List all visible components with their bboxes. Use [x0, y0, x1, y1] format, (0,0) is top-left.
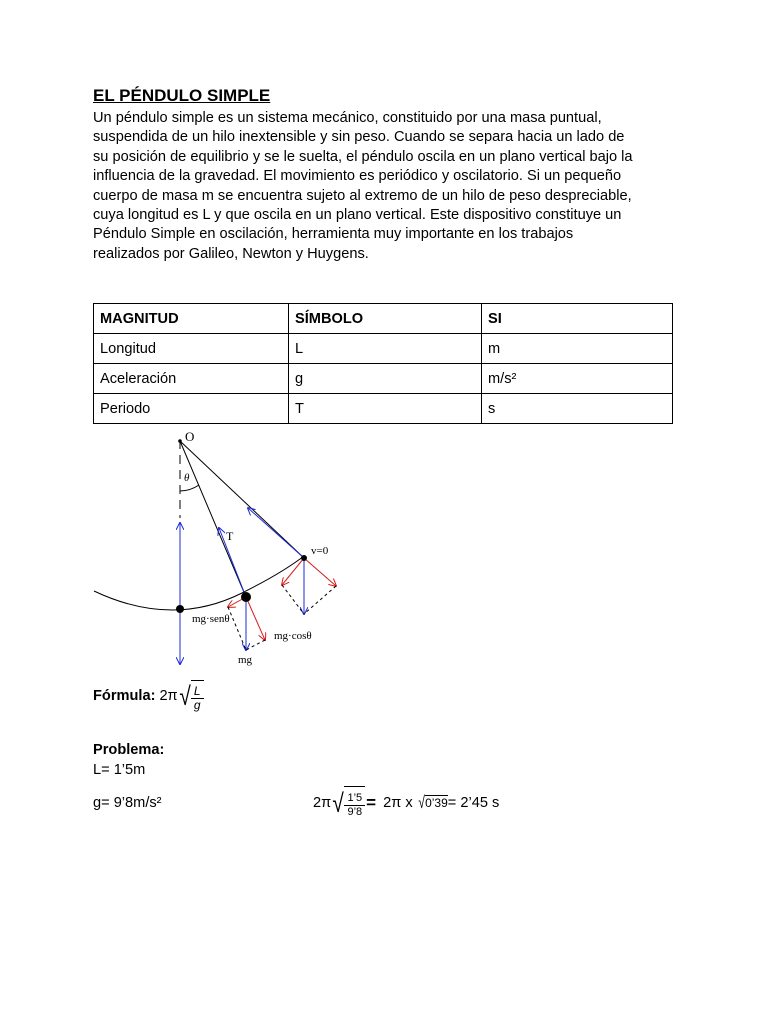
- component-guide: [282, 585, 304, 614]
- pendulum-string-extreme: [180, 441, 304, 558]
- table-cell: T: [289, 394, 482, 424]
- intro-paragraph: [93, 109, 678, 264]
- calc-equals: =: [366, 792, 377, 812]
- intro-line: cuya longitud es L y que oscila en un plano vertical. Este dispositivo constituye un: [93, 207, 622, 224]
- formula-label: Fórmula:: [93, 688, 156, 704]
- component-guide: [228, 607, 246, 650]
- formula-numerator: L: [191, 685, 204, 699]
- intro-line: cuerpo de masa m se encuentra sujeto al extremo de un hilo de peso despreciable,: [93, 187, 632, 204]
- extreme-tension-arrow: [248, 508, 304, 558]
- problem-calculation: [313, 786, 499, 819]
- pivot-label: O: [185, 429, 195, 444]
- radical-sign-icon: √: [332, 787, 345, 818]
- angle-arc: [180, 485, 199, 491]
- intro-line: realizados por Galileo, Newton y Huygens.: [93, 245, 369, 262]
- tension-label: T: [226, 529, 234, 543]
- extreme-radial-arrow: [282, 558, 304, 585]
- calc-fraction: [344, 792, 365, 819]
- intro-line: influencia de la gravedad. El movimiento es periódico y oscilatorio. Si un pequeño: [93, 168, 622, 185]
- extreme-mass: [301, 555, 307, 561]
- formula: [93, 680, 204, 712]
- calc-step: 2π x: [379, 794, 417, 811]
- calc-denominator: 9’8: [347, 806, 363, 818]
- formula-denominator: g: [193, 698, 201, 712]
- component-guide: [246, 640, 265, 650]
- intro-line: Péndulo Simple en oscilación, herramienta muy importante en los trabajos: [93, 226, 574, 243]
- trajectory-arc: [94, 556, 304, 610]
- intro-line: suspendida de un hilo inextensible y sin peso. Cuando se separa hacia un lado de: [93, 129, 625, 146]
- intro-line: su posición de equilibrio y se le suelta, el péndulo oscila en un plano vertical bajo la: [93, 148, 633, 165]
- table-cell: m/s²: [482, 364, 673, 394]
- calc-numerator: 1’5: [344, 792, 365, 806]
- pendulum-mass: [241, 592, 251, 602]
- pendulum-diagram: [92, 428, 352, 673]
- velocity-label: v=0: [311, 545, 329, 557]
- radial-label: mg·cosθ: [274, 630, 312, 642]
- tangential-label: mg·senθ: [192, 613, 230, 625]
- pendulum-string: [180, 441, 246, 597]
- calc-result: = 2’45 s: [447, 794, 500, 811]
- table-row: [94, 364, 673, 394]
- table-cell: s: [482, 394, 673, 424]
- bottom-mass: [176, 605, 184, 613]
- component-guide: [304, 586, 336, 614]
- table-header-row: [94, 304, 673, 334]
- calc-sqrt: [417, 793, 448, 813]
- table-header-cell: SI: [482, 304, 673, 334]
- extreme-tangential-arrow: [304, 558, 336, 586]
- table-cell: Longitud: [94, 334, 289, 364]
- length-value: L= 1’5m: [93, 762, 146, 778]
- table-cell: Periodo: [94, 394, 289, 424]
- table-header-cell: SÍMBOLO: [289, 304, 482, 334]
- radical-sign-icon: √: [179, 681, 191, 711]
- sqrt-radical: [178, 680, 204, 712]
- formula-prefix: 2π: [159, 688, 178, 704]
- formula-fraction: [191, 685, 204, 712]
- angle-label: θ: [184, 472, 190, 484]
- problem-label: Problema:: [93, 742, 165, 758]
- intro-line: Un péndulo simple es un sistema mecánico, constituido por una masa puntual,: [93, 110, 602, 126]
- magnitudes-table: [93, 303, 673, 424]
- radial-force-arrow: [246, 597, 265, 640]
- gravity-value: g= 9’8m/s²: [93, 795, 162, 811]
- table-cell: m: [482, 334, 673, 364]
- table-cell: Aceleración: [94, 364, 289, 394]
- table-row: [94, 394, 673, 424]
- page-title: EL PÉNDULO SIMPLE: [93, 86, 271, 105]
- table-header-cell: MAGNITUD: [94, 304, 289, 334]
- calc-prefix: 2π: [313, 794, 332, 811]
- calc-sqrt-value: 0’39: [425, 796, 448, 810]
- table-row: [94, 334, 673, 364]
- table-cell: g: [289, 364, 482, 394]
- radical-sign-icon: √: [418, 792, 425, 812]
- table-cell: L: [289, 334, 482, 364]
- weight-label: mg: [238, 654, 253, 666]
- calc-radical: [331, 786, 365, 819]
